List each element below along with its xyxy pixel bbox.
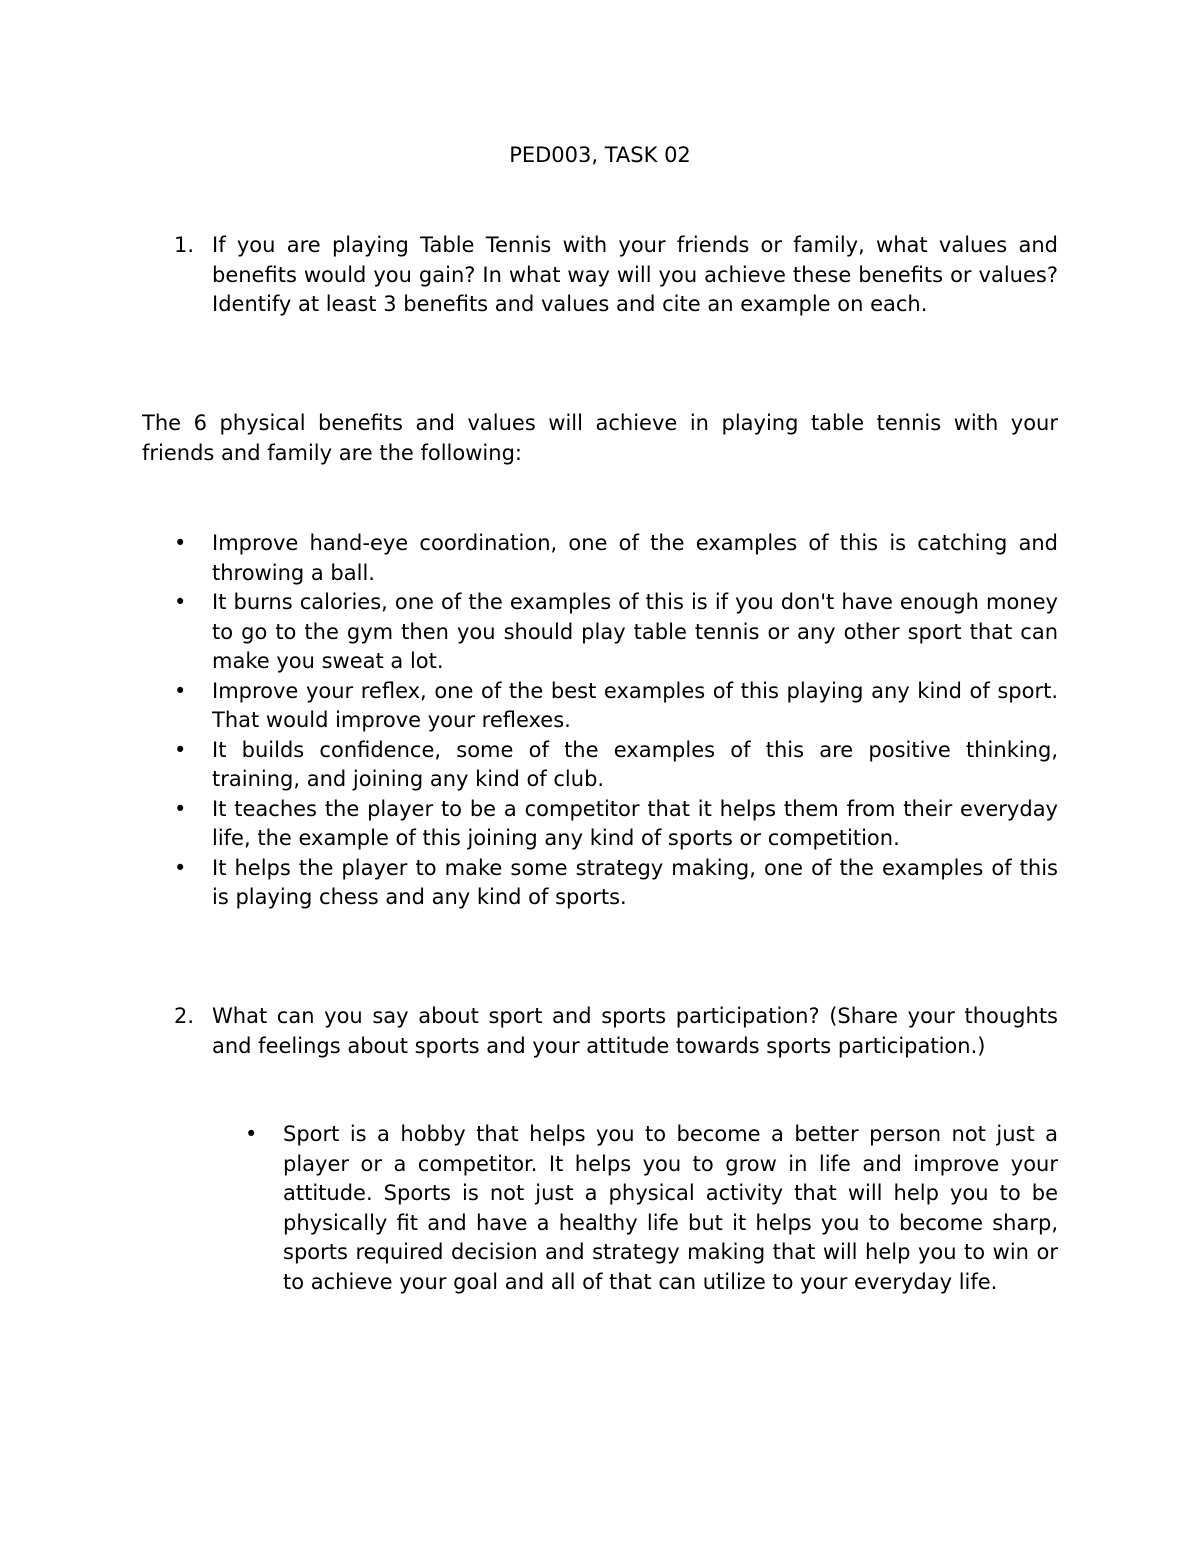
list-item: • It helps the player to make some strategy making, one of the examples of this is playing chess and any kind of sports.: [174, 855, 1058, 909]
bullet-icon: •: [174, 855, 187, 880]
answer-2-list: [245, 1120, 1058, 1297]
list-item: • It builds confidence, some of the examples of this are positive thinking, training, and joining any kind of club.: [174, 737, 1058, 791]
document-title: PED003, TASK 02: [509, 143, 691, 167]
benefits-list: [174, 529, 1058, 913]
list-item: • Sport is a hobby that helps you to become a better person not just a player or a competitor. It helps you to grow in life and improve your attitude. Sports is not just a physical activity that will help you to be physically fit and have a healthy life but it helps you to become sharp, sports required decision and strategy making that will help you to win or to achieve your goal and all of that can utilize to your everyday life.: [245, 1122, 1058, 1294]
bullet-icon: •: [245, 1122, 258, 1146]
bullet-icon: •: [174, 737, 187, 762]
list-item: • Improve your reflex, one of the best examples of this playing any kind of sport. That would improve your reflexes.: [174, 678, 1058, 732]
bullet-icon: •: [174, 678, 187, 703]
intro-paragraph: The 6 physical benefits and values will achieve in playing table tennis with your friends and family are the following:: [142, 411, 1058, 465]
list-item: • It teaches the player to be a competitor that it helps them from their everyday life, the example of this joining any kind of sports or competition.: [174, 796, 1058, 850]
list-item: • Improve hand-eye coordination, one of the examples of this is catching and throwing a ball.: [174, 531, 1058, 585]
bullet-icon: •: [174, 796, 187, 821]
bullet-icon: •: [174, 590, 187, 614]
bullet-icon: •: [174, 531, 187, 555]
question-1-text: If you are playing Table Tennis with your friends or family, what values and benefits would you gain? In what way will you achieve these benefits or values? Identify at least 3 benefits and values and cite an example on each.: [212, 233, 1058, 316]
question-1-number: 1.: [174, 233, 195, 257]
list-item: • It burns calories, one of the examples of this is if you don't have enough money to go to the gym then you should play table tennis or any other sport that can make you sweat a lot.: [174, 590, 1058, 673]
question-2-text: What can you say about sport and sports participation? (Share your thoughts and feelings about sports and your attitude towards sports participation.): [212, 1004, 1058, 1058]
question-2-number: 2.: [174, 1004, 195, 1028]
